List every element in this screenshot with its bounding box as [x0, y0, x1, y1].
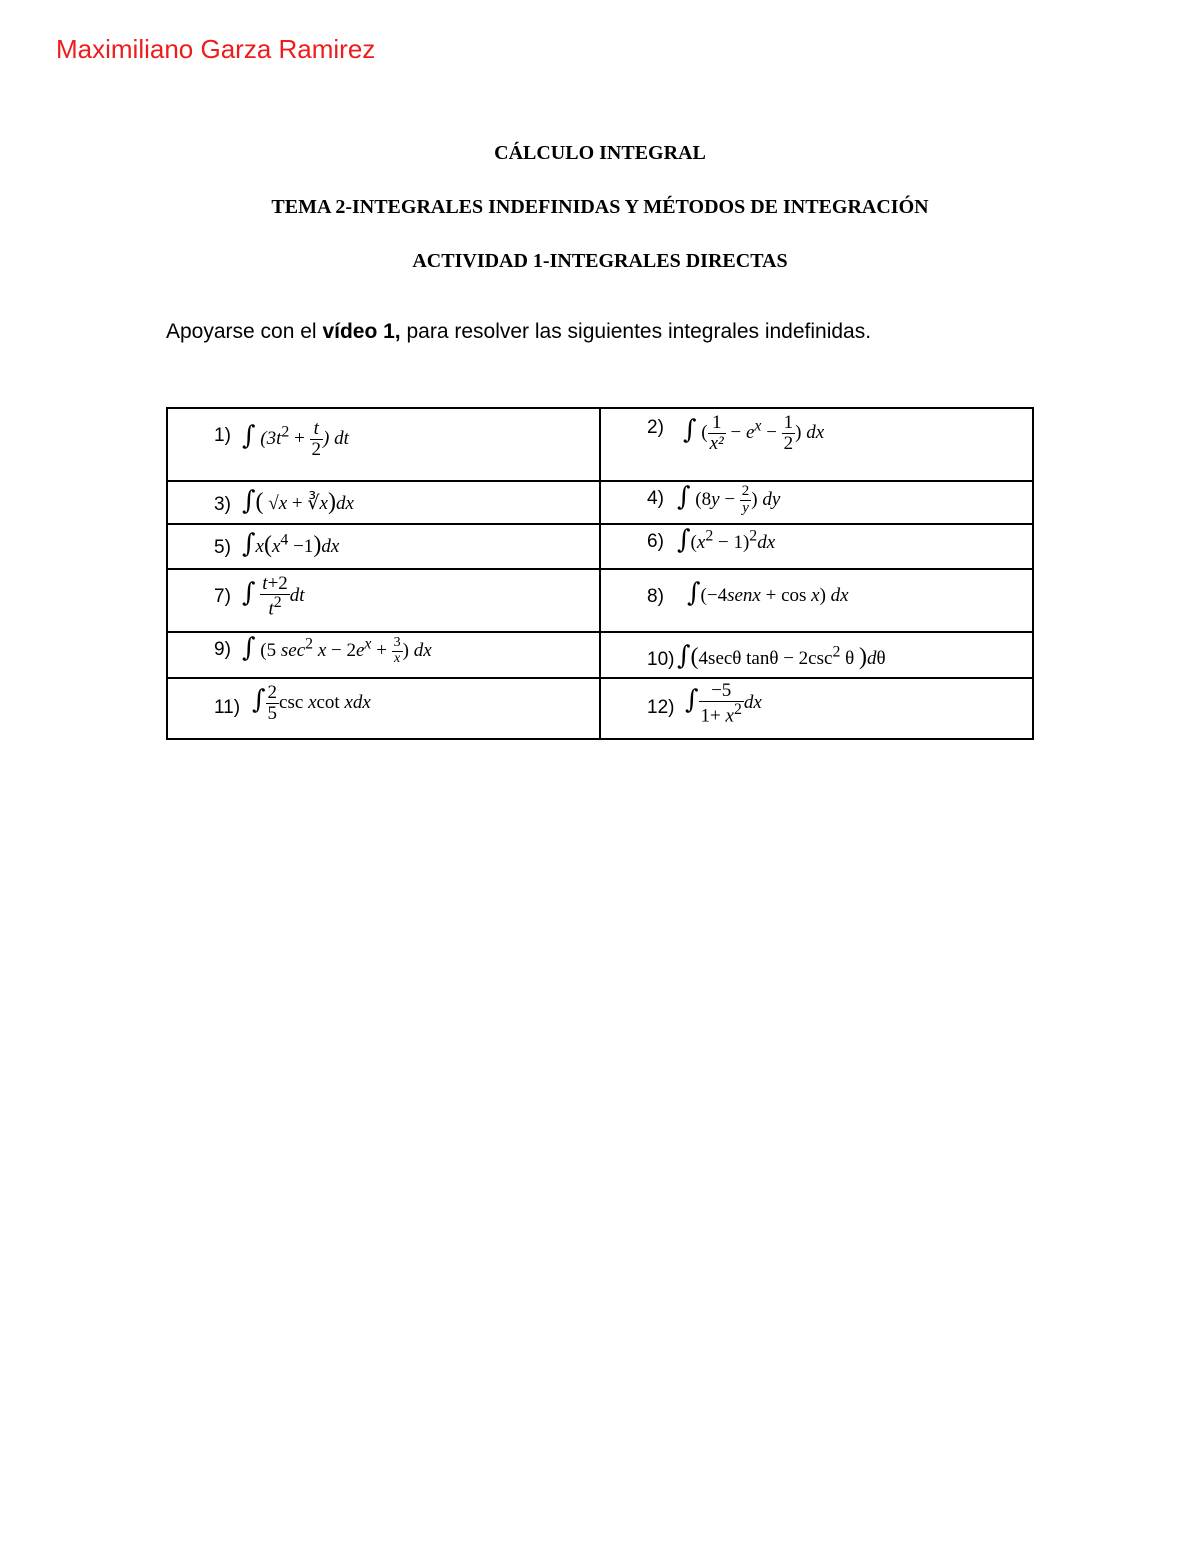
instructions-tail: para resolver las siguientes integrales indefinidas. [400, 320, 872, 343]
exercise-number: 2) [647, 417, 664, 438]
exercise-number: 3) [214, 494, 231, 515]
exercise-formula-1: ∫ ($3t^2$ + $\frac{t}{2}$ ) dt [242, 418, 349, 460]
exercise-number: 7) [214, 586, 231, 607]
exercise-cell-12 [600, 678, 1033, 739]
exercise-formula-6: $\int(x^2 - 1)^2dx$ [677, 525, 776, 555]
exercise-cell-11 [167, 678, 600, 739]
exercise-formula-8: ∫(−4senx + cos x) dx [687, 578, 849, 608]
exercise-number: 12) [647, 697, 675, 718]
exercise-cell-8 [600, 569, 1033, 632]
exercise-number: 4) [647, 488, 664, 509]
author-name: Maximiliano Garza Ramirez [56, 34, 376, 64]
exercise-number: 5) [214, 537, 231, 558]
exercise-formula-5: $\int x(x^4 -1)dx$ [242, 529, 340, 559]
exercise-formula-11: ∫ $\frac{2}{5}$ csc xcot xdx [252, 682, 371, 724]
exercise-formula-10: ∫(4secθ $\tan\theta - 2\csc^2$ θ )dθ [677, 641, 886, 671]
exercise-cell-9 [167, 632, 600, 678]
instructions [166, 320, 871, 344]
course-title: CÁLCULO INTEGRAL [494, 142, 706, 164]
exercise-cell-6 [600, 524, 1033, 569]
exercise-cell-5 [167, 524, 600, 569]
exercise-number: 11) [214, 697, 241, 718]
exercise-number: 10) [647, 649, 675, 670]
exercise-cell-7 [167, 569, 600, 632]
exercises-table [166, 407, 1034, 740]
activity-title: ACTIVIDAD 1-INTEGRALES DIRECTAS [412, 250, 788, 272]
exercise-formula-9: ∫ (5 $\sec^2 x - 2e^x$ + $\frac{3}{x}$ ) dx [242, 633, 432, 667]
exercise-number: 9) [214, 639, 231, 660]
instructions-video-ref: vídeo 1, [322, 320, 401, 343]
exercise-formula-12: ∫ $\frac{-5}{1+ x^2}$ dx [685, 680, 762, 727]
exercise-cell-3 [167, 481, 600, 524]
exercise-formula-2: ∫ ( $\frac{1}{\text{x²}}$ − $e^x$ − $\frac{1}{2}$ ) dx [683, 412, 825, 454]
exercise-number: 8) [647, 586, 664, 607]
exercise-cell-10 [600, 632, 1033, 678]
exercise-formula-7: ∫ $\frac{t+2}{t^2}$ dt [242, 573, 305, 620]
exercise-formula-3: ∫( √x + ∛x)dx [242, 486, 354, 516]
instructions-lead: Apoyarse con el [166, 320, 323, 343]
exercise-number: 6) [647, 531, 664, 552]
exercise-cell-4 [600, 481, 1033, 524]
exercise-cell-2 [600, 408, 1033, 481]
exercise-cell-1 [167, 408, 600, 481]
exercise-number: 1) [214, 425, 231, 446]
exercise-formula-4: ∫ (8y − $\frac{2}{y}$ ) dy [677, 482, 781, 517]
topic-title: TEMA 2-INTEGRALES INDEFINIDAS Y MÉTODOS DE INTEGRACIÓN [271, 196, 929, 218]
